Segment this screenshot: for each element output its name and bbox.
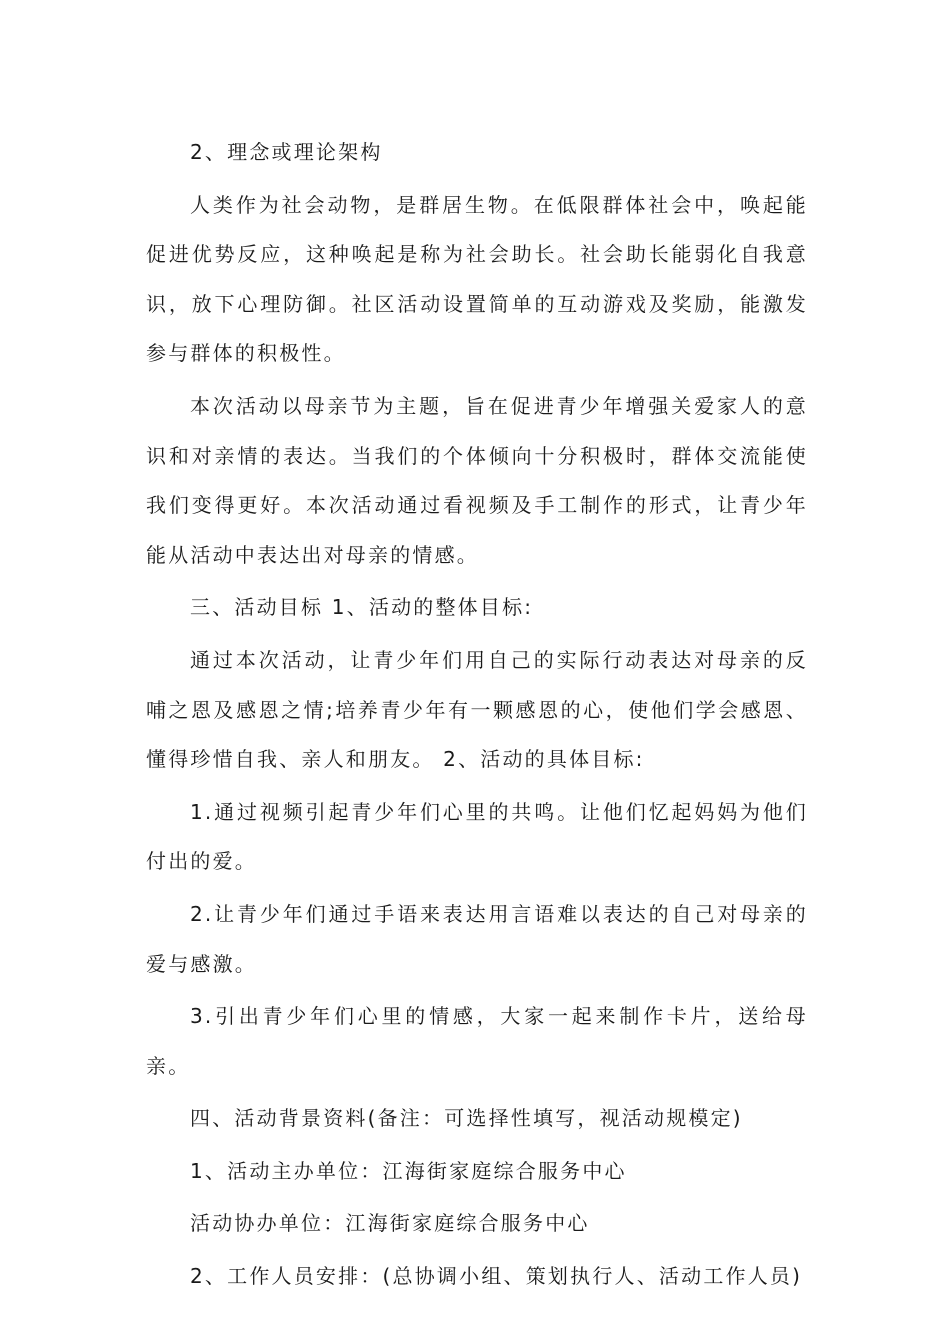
document-body [146,128,808,1305]
paragraph-activity-theme: 本次活动以母亲节为主题，旨在促进青少年增强关爱家人的意识和对亲情的表达。当我们的个体倾向十分积极时，群体交流能使我们变得更好。本次活动通过看视频及手工制作的形式，让青少年能从活动中表达出对母亲的情感。 [146,393,808,567]
paragraph-overall-goal: 通过本次活动，让青少年们用自己的实际行动表达对母亲的反哺之恩及感恩之情;培养青少年有一颗感恩的心，使他们学会感恩、懂得珍惜自我、亲人和朋友。 2、活动的具体目标: [146,647,808,772]
goal-item-3: 3.引出青少年们心里的情感，大家一起来制作卡片，送给母亲。 [146,1004,808,1078]
organizer-line: 1、活动主办单位：江海街家庭综合服务中心 [190,1158,627,1183]
co-organizer-line: 活动协办单位：江海街家庭综合服务中心 [190,1211,590,1236]
section-heading-theory: 2、理念或理论架构 [190,140,383,164]
goal-item-1: 1.通过视频引起青少年们心里的共鸣。让他们忆起妈妈为他们付出的爱。 [146,799,808,874]
staff-arrangement-line: 2、工作人员安排：(总协调小组、策划执行人、活动工作人员) [190,1264,803,1289]
section-heading-background: 四、活动背景资料(备注：可选择性填写，视活动规模定) [190,1106,743,1131]
section-heading-goals: 三、活动目标 1、活动的整体目标: [190,595,534,620]
goal-item-2: 2.让青少年们通过手语来表达用言语难以表达的自己对母亲的爱与感激。 [146,901,808,976]
paragraph-social-facilitation: 人类作为社会动物，是群居生物。在低限群体社会中，唤起能促进优势反应，这种唤起是称为社会助长。社会助长能弱化自我意识，放下心理防御。社区活动设置简单的互动游戏及奖励，能激发参与群体的积极性。 [146,192,808,366]
